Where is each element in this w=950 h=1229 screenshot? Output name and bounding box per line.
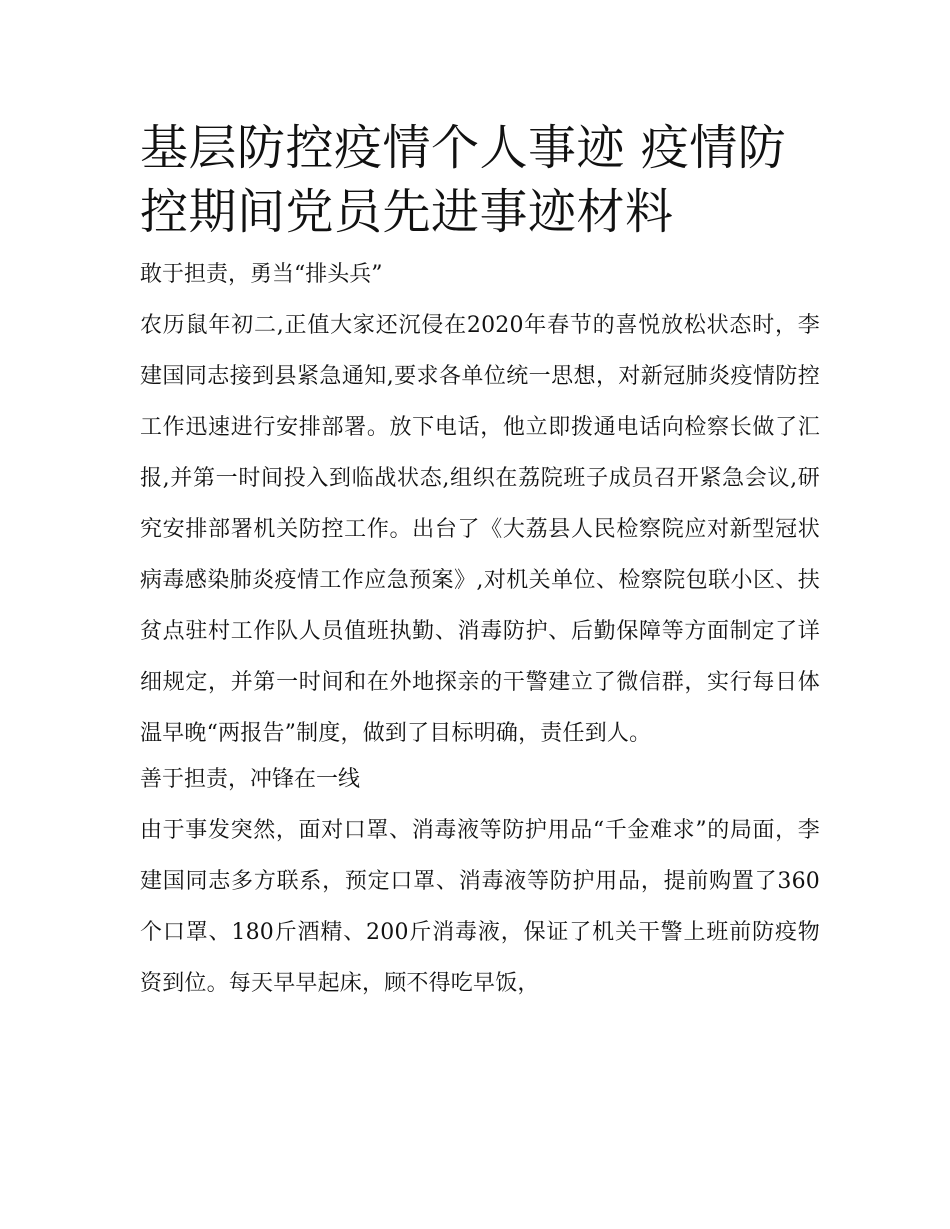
section-heading-1: 敢于担责，勇当“排头兵” (140, 262, 383, 287)
document-body (140, 116, 820, 1009)
section-paragraph-2: 由于事发突然，面对口罩、消毒液等防护用品“千金难求”的局面，李建国同志多方联系，预定口罩、消毒液等防护用品，提前购置了360个口罩、180斤酒精、200斤消毒液，保证了机关干警上班前防疫物资到位。每天早早起床，顾不得吃早饭， (140, 818, 820, 996)
section-paragraph-1: 农历鼠年初二,正值大家还沉侵在2020年春节的喜悦放松状态时，李建国同志接到县紧急通知,要求各单位统一思想，对新冠肺炎疫情防控工作迅速进行安排部署。放下电话，他立即拨通电话向检察长做了汇报,并第一时间投入到临战状态,组织在荔院班子成员召开紧急会议,研究安排部署机关防控工作。出台了《大荔县人民检察院应对新型冠状病毒感染肺炎疫情工作应急预案》,对机关单位、检察院包联小区、扶贫点驻村工作队人员值班执勤、消毒防护、后勤保障等方面制定了详细规定，并第一时间和在外地探亲的干警建立了微信群，实行每日体温早晚“两报告”制度，做到了目标明确，责任到人。 (140, 313, 820, 746)
document-title: 基层防控疫情个人事迹 疫情防控期间党员先进事迹材料 (140, 120, 787, 240)
section-heading-2: 善于担责，冲锋在一线 (140, 767, 361, 792)
